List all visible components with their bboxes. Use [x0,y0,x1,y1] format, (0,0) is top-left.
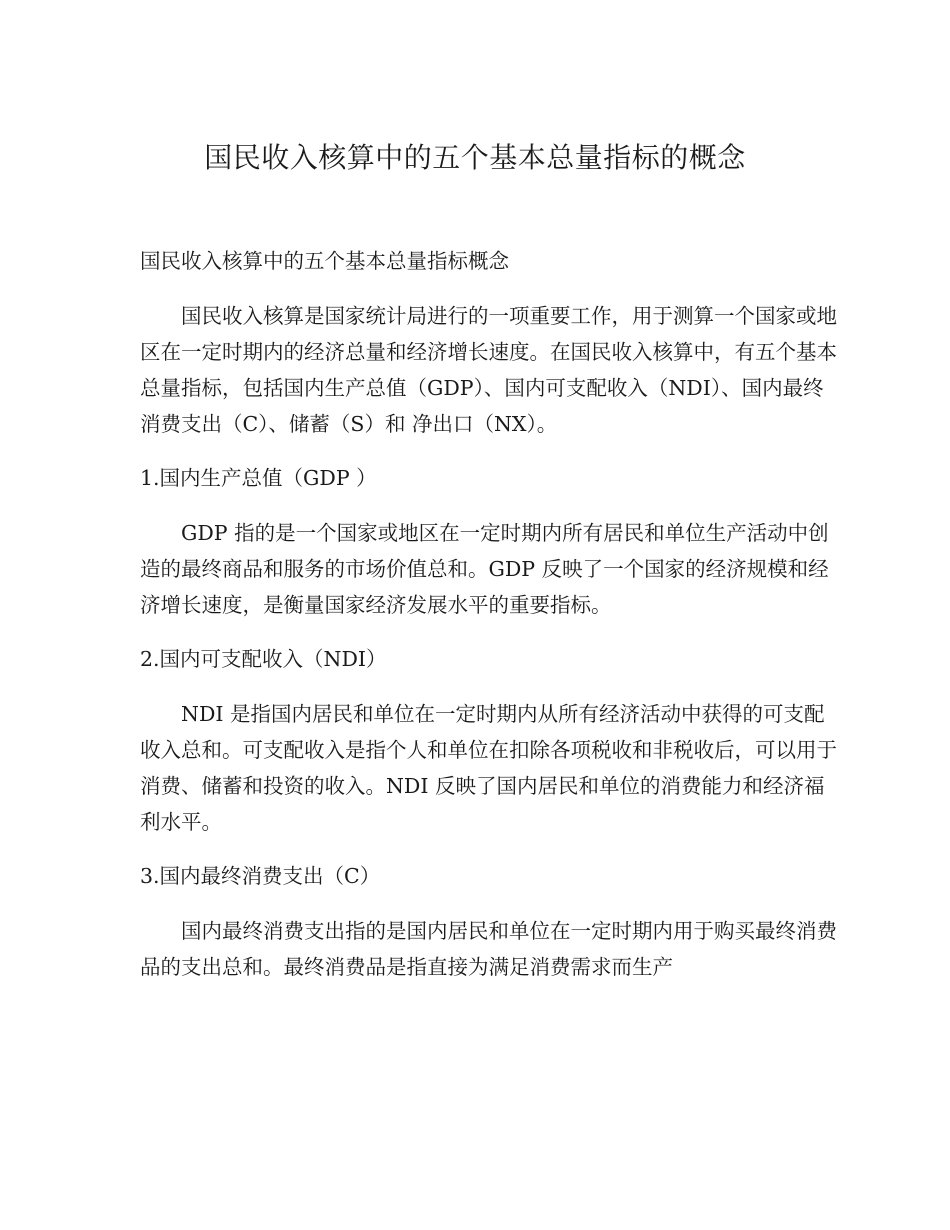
section-paragraph-consumption: 国内最终消费支出指的是国内居民和单位在一定时期内用于购买最终消费品的支出总和。最终消费品是指直接为满足消费需求而生产 [140,919,837,979]
document-body [140,245,840,1005]
page-title: 国民收入核算中的五个基本总量指标的概念 [204,141,746,174]
section-heading-ndi: 2.国内可支配收入（NDI） [140,647,387,671]
section-paragraph-ndi: NDI 是指国内居民和单位在一定时期内从所有经济活动中获得的可支配收入总和。可支配收入是指个人和单位在扣除各项税收和非税收后，可以用于消费、储蓄和投资的收入。NDI 反映了国内居民和单位的消费能力和经济福利水平。 [140,702,837,834]
section-heading-consumption: 3.国内最终消费支出（C） [140,864,381,888]
intro-paragraph: 国民收入核算是国家统计局进行的一项重要工作，用于测算一个国家或地区在一定时期内的经济总量和经济增长速度。在国民收入核算中，有五个基本总量指标，包括国内生产总值（GDP）、国内可支配收入（NDI）、国内最终消费支出（C）、储蓄（S）和 净出口（NX）。 [140,304,837,436]
document-subtitle: 国民收入核算中的五个基本总量指标概念 [140,249,509,273]
section-paragraph-gdp: GDP 指的是一个国家或地区在一定时期内所有居民和单位生产活动中创造的最终商品和服务的市场价值总和。GDP 反映了一个国家的经济规模和经济增长速度，是衡量国家经济发展水平的重要指标。 [140,521,829,617]
section-heading-gdp: 1.国内生产总值（GDP ） [140,466,377,490]
